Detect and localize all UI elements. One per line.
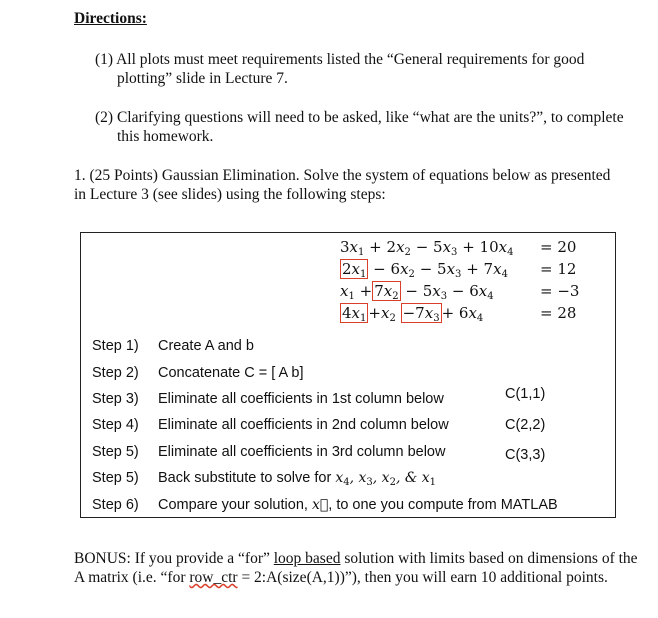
equation-row-2: $2x_1 - 6x_2 - 5x_3 + 7x_4$: [342, 260, 508, 280]
equation-rhs-3: = −3: [540, 282, 580, 300]
directions-heading: Directions:: [74, 10, 147, 27]
problem-statement: 1. (25 Points) Gaussian Elimination. Solve the system of equations below as presented in Lecture 3 (see slides) using the following steps:: [74, 167, 611, 203]
step-3-pivot: C(1,1): [505, 386, 546, 402]
step-label: Step 1): [92, 338, 139, 354]
pivot-highlight-c33: $-7x_3$: [402, 304, 440, 324]
pivot-highlight-c21: $4x_1$: [342, 304, 367, 324]
equation-rhs-1: = 20: [540, 238, 577, 256]
pivot-highlight-c11: $2x_1$: [342, 260, 367, 280]
step-text: Concatenate C = [ A b]: [158, 365, 304, 381]
step-text: Eliminate all coefficients in 3rd column below: [158, 444, 446, 460]
step-6: Step 6) Compare your solution, x⃗, to one you compute from MATLAB: [92, 497, 558, 513]
equation-rhs-4: = 28: [540, 304, 577, 322]
step-1: [92, 338, 254, 354]
step-label: Step 5): [92, 444, 139, 460]
step-text: Create A and b: [158, 338, 254, 354]
step-label: Step 6): [92, 497, 139, 513]
step-text-after: to one you compute from MATLAB: [336, 497, 558, 513]
step-text: Compare your solution,: [158, 497, 308, 513]
step-3: [92, 391, 444, 407]
direction-item-1: [95, 50, 635, 88]
equation-row-1: $3x_1 + 2x_2 - 5x_3 + 10x_4$: [340, 238, 514, 258]
direction-item-2: [95, 108, 635, 146]
equation-rhs-2: = 12: [540, 260, 577, 278]
step-text: Back substitute to solve for: [158, 470, 332, 486]
bonus-code-variable: row_ctr: [189, 569, 238, 586]
step-2: [92, 365, 304, 381]
step-4: [92, 417, 449, 433]
step-5a: [92, 444, 445, 460]
step-label: Step 5): [92, 470, 139, 486]
solution-vector: x⃗: [311, 497, 329, 513]
step-label: Step 2): [92, 365, 139, 381]
direction-text: Clarifying questions will need to be asked, like “what are the units?”, to complete this homework.: [116, 109, 624, 145]
step-5a-pivot: C(3,3): [505, 447, 546, 463]
bonus-underlined-phrase: loop based: [273, 550, 341, 567]
bonus-middle: solution with limits based on dimensions of the A matrix (i.e. “for: [74, 550, 638, 586]
step-text: Eliminate all coefficients in 1st column below: [158, 391, 444, 407]
bonus-prefix: BONUS: If you provide a “for”: [74, 550, 274, 567]
direction-text: All plots must meet requirements listed the “General requirements for good plotting” slide in Lecture 7.: [116, 51, 585, 87]
bonus-paragraph: [74, 549, 639, 587]
step-4-pivot: C(2,2): [505, 417, 546, 433]
step-label: Step 4): [92, 417, 139, 433]
direction-number: (2): [95, 109, 114, 126]
bonus-suffix: = 2:A(size(A,1))”), then you will earn 10 additional points.: [237, 569, 608, 586]
equation-row-4: $4x_1 +x_2 -7x_3 + 6x_4$: [342, 304, 484, 324]
pivot-highlight-c22: $7x_2$: [374, 282, 399, 302]
step-5b: [92, 470, 436, 486]
direction-number: (1): [95, 51, 114, 68]
equation-row-3: $x_1 + 7x_2 - 5x_3 - 6x_4$: [340, 282, 494, 302]
step-text: Eliminate all coefficients in 2nd column below: [158, 417, 449, 433]
step-label: Step 3): [92, 391, 139, 407]
back-substitute-variables: $x_4$, $x_3$, $x_2$, & $x_1$: [335, 470, 437, 488]
